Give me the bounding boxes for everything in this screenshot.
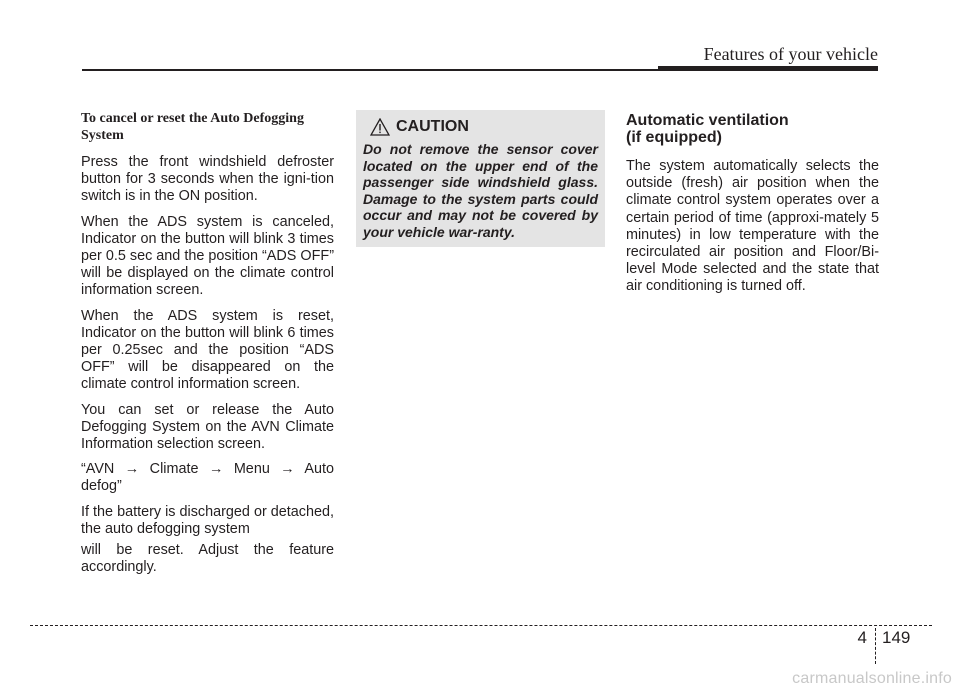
section-title-automatic-ventilation [626,112,879,146]
caution-text: Do not remove the sensor cover located on the upper end of the passenger side windshield glass. Damage to the system parts could occur and may not be covered by your vehicle war-ranty. [363,141,598,240]
header-rule [82,69,658,71]
paragraph-menu-path: “AVN → Climate → Menu → Auto defog” [81,461,334,495]
paragraph-ads-reset: When the ADS system is reset, Indicator on the button will blink 6 times per 0.25sec and the position “ADS OFF” will be disappeared on the climate control information screen. [81,307,334,393]
paragraph-adjust-feature: will be reset. Adjust the feature accordingly. [81,542,334,576]
paragraph-ads-canceled: When the ADS system is canceled, Indicator on the button will blink 3 times per 0.5 sec and the position “ADS OFF” will be displayed on the climate control information screen. [81,213,334,299]
page-number-divider [875,628,876,664]
watermark-text: carmanualsonline.info [792,670,952,687]
paragraph-battery: If the battery is discharged or detached, the auto defogging system [81,503,334,537]
paragraph-press-defroster: Press the front windshield defroster button for 3 seconds when the igni-tion switch is in the ON position. [81,154,334,205]
header-rule-accent [658,66,878,71]
page-number: 149 [882,628,911,647]
paragraph-automatic-ventilation: The system automatically selects the outside (fresh) air position when the climate control system operates over a certain period of time (approxi-mately 5 minutes) in low temperature with the recirculated air position and Floor/Bi-level Mode selected and the state that air conditioning is turned off. [626,158,879,295]
caution-box [356,110,605,247]
chapter-number: 4 [857,628,867,647]
subheading-cancel-reset: To cancel or reset the Auto Defogging System [81,111,304,143]
middle-column [356,110,605,247]
paragraph-set-release: You can set or release the Auto Defogging System on the AVN Climate Information selection screen. [81,401,334,453]
footer-dashed-rule [30,625,932,626]
caution-title: CAUTION [396,118,469,135]
section-title-line2: (if equipped) [626,129,722,146]
right-column [626,110,879,304]
page-header-title: Features of your vehicle [703,44,878,64]
warning-triangle-icon [370,118,390,136]
section-title-line1: Automatic ventilation [626,112,789,129]
left-column [81,110,334,584]
caution-header [370,118,598,136]
